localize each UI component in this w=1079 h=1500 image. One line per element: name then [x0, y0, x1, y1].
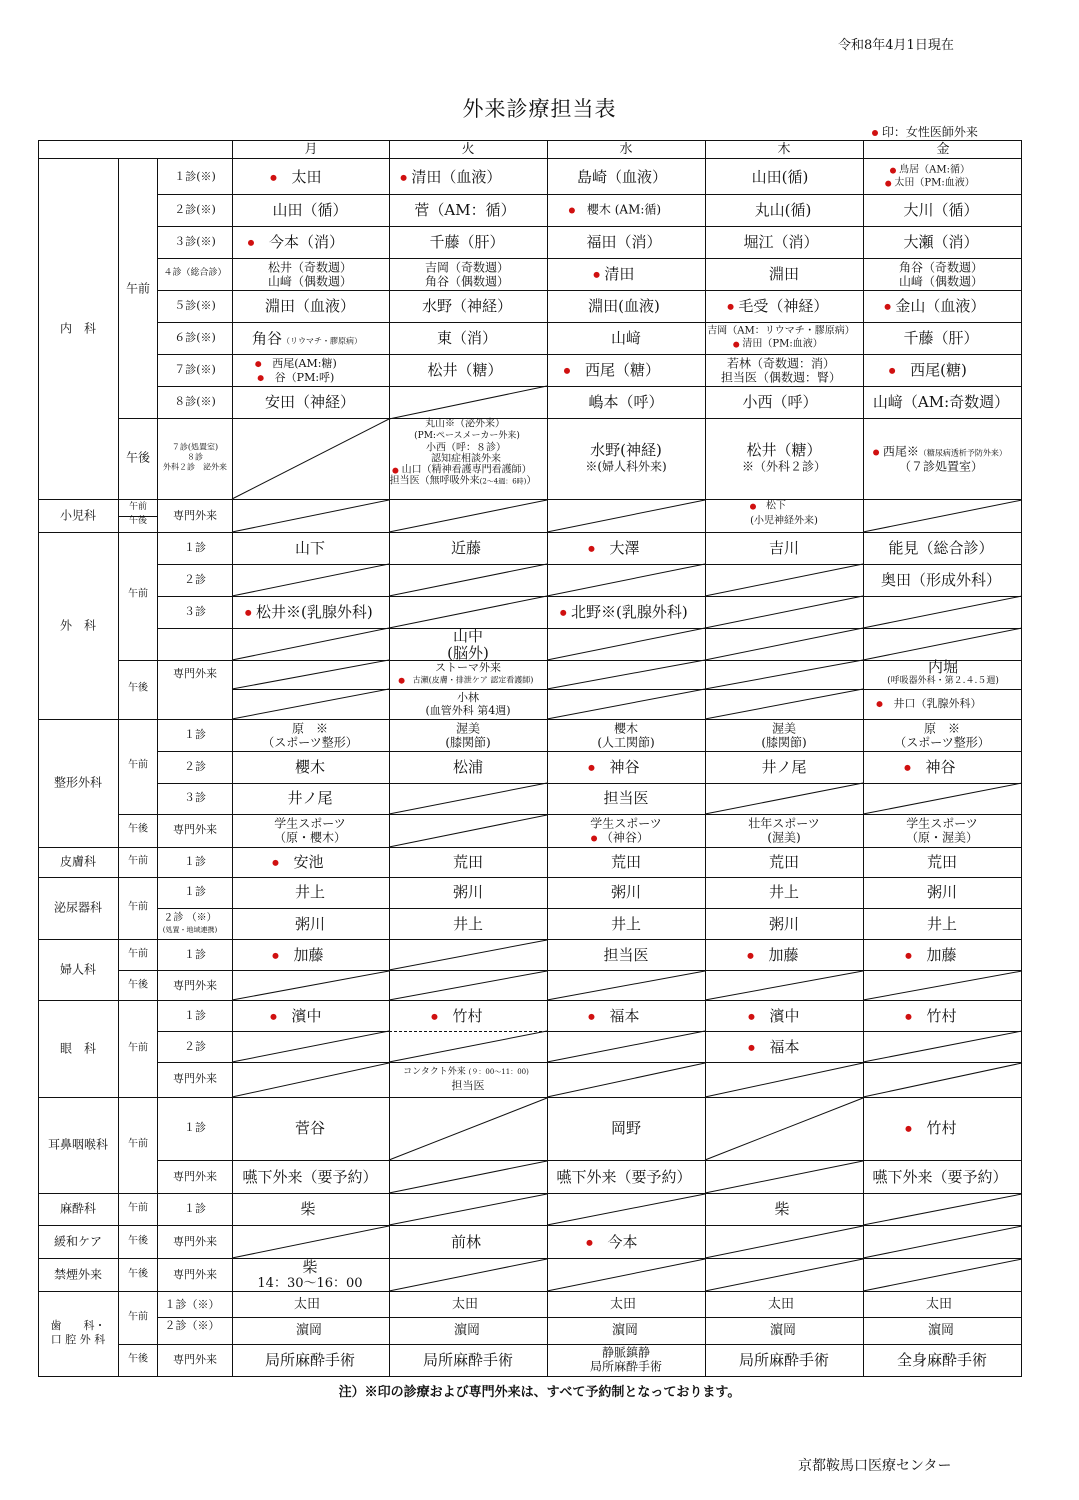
cell-doctor: ※(婦人科外来) [585, 459, 667, 474]
period-am: 午前 [128, 1138, 148, 1150]
cell-doctor: 荒田 [452, 852, 484, 871]
slot-label: ５診(※) [174, 299, 216, 313]
slot-label: １診 [184, 885, 206, 899]
cell-doctor: 山田（循） [272, 200, 348, 219]
cell-doctor: 北野※(乳腺外科) [560, 604, 688, 620]
female-doctor-dot-icon [905, 1126, 911, 1132]
cell-doctor: 近藤 [450, 538, 482, 557]
footnote: 注）※印の診療および専門外来は、すべて予約制となっております。 [338, 1385, 741, 1400]
cell-doctor: 井上 [452, 914, 484, 933]
female-doctor-dot-icon [588, 1014, 594, 1020]
slot-label: ３診 [184, 791, 206, 805]
cell-doctor: 濵岡 [927, 1322, 955, 1338]
cell-doctor: 安池 [272, 854, 323, 870]
period-pm: 午後 [128, 823, 148, 835]
cell-doctor: 柴 [300, 1199, 316, 1218]
dept-seikei: 整形外科 [53, 775, 103, 790]
cell-doctor: 神谷 [904, 759, 955, 775]
cell-doctor: 加藤 [747, 947, 798, 963]
period-pm: 午後 [128, 979, 148, 991]
cell-doctor: 井ノ尾 [287, 788, 333, 807]
cell-doctor: 濵岡 [611, 1322, 639, 1338]
cell-doctor: 水野(神経) [590, 440, 662, 459]
day-tue: 火 [461, 141, 475, 157]
period-am: 午前 [128, 1311, 148, 1323]
period-pm: 午後 [128, 516, 148, 527]
slot-label: 専門外来 [173, 667, 217, 681]
cell-doctor: 谷（PM:呼) [258, 372, 335, 384]
slot-label: 専門外来 [173, 823, 217, 837]
cell-doctor: 水野（神経） [421, 296, 513, 315]
period-am: 午前 [125, 281, 151, 296]
cell-doctor: 渥美 [771, 721, 797, 736]
cell-doctor: 嚥下外来（要予約） [872, 1167, 1008, 1186]
female-doctor-dot-icon [747, 953, 753, 959]
cell-doctor: 局所麻酔手術 [422, 1350, 514, 1369]
female-doctor-dot-icon [392, 467, 398, 473]
cell-doctor: 吉川 [768, 538, 800, 557]
female-doctor-dot-icon [399, 678, 405, 684]
cell-doctor: 福田（消） [586, 232, 662, 251]
cell-doctor: 松浦 [452, 757, 484, 776]
cell-doctor: 井ノ尾 [761, 757, 807, 776]
cell-doctor: 太田 [925, 1296, 953, 1312]
female-doctor-dot-icon [270, 1014, 276, 1020]
cell-doctor: 山﨑（偶数週） [267, 274, 353, 289]
cell-doctor: 14：30〜16：00 [257, 1275, 363, 1291]
female-doctor-dot-icon [890, 167, 896, 173]
period-pm: 午後 [128, 1235, 148, 1247]
cell-doctor: 小西（呼） [742, 392, 818, 411]
cell-doctor: 角谷（偶数週） [424, 274, 510, 289]
slot-label: ２診(※) [174, 203, 216, 217]
slot-label: 専門外来 [173, 1235, 217, 1249]
cell-doctor: 嚥下外来（要予約） [556, 1167, 692, 1186]
cell-doctor: 今本（消） [248, 234, 344, 250]
dept-geka: 外 科 [59, 618, 97, 633]
dept-shika-1: 歯 科・ [50, 1319, 106, 1333]
cell-doctor: 壮年スポーツ [748, 816, 820, 831]
slot-label: １診（※） [164, 1298, 220, 1312]
period-pm: 午後 [128, 1353, 148, 1365]
cell-doctor: 松井（奇数週） [267, 260, 353, 275]
cell-doctor: 山﨑（AM:奇数週） [872, 392, 1010, 411]
period-am: 午前 [128, 1042, 148, 1054]
cell-doctor: コンタクト外来 (９：00〜11：00) [403, 1067, 529, 1078]
cell-doctor: 前林 [450, 1232, 482, 1251]
slot-label: １診 [184, 855, 206, 869]
female-doctor-dot-icon [569, 207, 575, 213]
period-pm: 午後 [128, 682, 148, 694]
cell-doctor: 角谷（奇数週） [898, 260, 984, 275]
cell-doctor: 担当医 [603, 945, 649, 964]
day-mon: 月 [304, 141, 318, 157]
cell-doctor: 濵岡 [453, 1322, 481, 1338]
cell-doctor: 井上 [926, 914, 958, 933]
cell-doctor: 西尾(AM:糖) [255, 358, 337, 370]
cell-doctor: 福本 [588, 1008, 639, 1024]
day-wed: 水 [619, 141, 633, 157]
cell-doctor: 福本 [748, 1039, 799, 1055]
cell-doctor: 濱中 [270, 1008, 321, 1024]
female-doctor-dot-icon [748, 1014, 754, 1020]
cell-doctor: 菅谷 [294, 1118, 326, 1137]
cell-doctor: 岡野 [610, 1118, 642, 1137]
cell-doctor: 小西（呼：８診） [426, 442, 506, 454]
cell-doctor: 千藤（肝） [429, 232, 505, 251]
slot-label: 専門外来 [173, 1170, 217, 1184]
cell-doctor: 井口（乳腺外科） [877, 698, 982, 710]
cell-doctor: (膝関節) [761, 735, 807, 750]
cell-doctor: 西尾（糖） [564, 362, 660, 378]
cell-doctor: 若林（奇数週：消） [726, 356, 836, 371]
dept-kinen: 禁煙外来 [53, 1267, 103, 1282]
cell-doctor: （７診処置室） [898, 459, 984, 474]
slot-label: ７診(処置室) [171, 442, 219, 452]
cell-doctor: 松井（糖） [427, 360, 503, 379]
female-doctor-dot-icon [733, 341, 739, 347]
cell-doctor: 認知症相談外来 [431, 453, 501, 465]
female-doctor-dot-icon [873, 449, 879, 455]
cell-doctor: 松井※(乳腺外科) [245, 604, 373, 620]
cell-doctor: 櫻木 [613, 721, 639, 736]
female-doctor-dot-icon [588, 546, 594, 552]
cell-doctor: 堀江（消） [743, 232, 819, 251]
cell-doctor: 淵田 [768, 264, 800, 283]
cell-doctor: （スポーツ整形） [894, 735, 990, 750]
period-am: 午前 [128, 901, 148, 913]
dept-jibi: 耳鼻咽喉科 [47, 1137, 109, 1152]
period-am: 午前 [128, 588, 148, 600]
cell-doctor: 粥川 [452, 882, 484, 901]
cell-doctor: ※（外科２診） [741, 459, 827, 474]
cell-doctor: 山﨑（偶数週） [898, 274, 984, 289]
cell-doctor: 丸山※（泌外来） [425, 418, 505, 430]
cell-doctor: 櫻木 [294, 757, 326, 776]
period-am: 午前 [128, 759, 148, 771]
cell-doctor: 毛受（神経） [728, 298, 829, 314]
female-doctor-dot-icon [728, 304, 734, 310]
cell-doctor: 太田 [451, 1296, 479, 1312]
female-doctor-dot-icon [560, 610, 566, 616]
cell-doctor: 嚥下外来（要予約） [242, 1167, 378, 1186]
cell-doctor: 担当医（偶数週：腎） [720, 370, 842, 385]
female-doctor-dot-icon [594, 272, 600, 278]
cell-doctor: 原 ※ [923, 721, 961, 736]
female-doctor-dot-icon [431, 1014, 437, 1020]
cell-doctor: 奥田（形成外科） [880, 570, 1002, 589]
cell-doctor: ストーマ外来 [435, 661, 501, 675]
cell-doctor: 今本 [586, 1234, 637, 1250]
cell-doctor: 担当医 [451, 1079, 485, 1093]
issue-date: 令和8年4月1日現在 [838, 38, 954, 53]
female-doctor-dot-icon [885, 180, 891, 186]
cell-doctor: 山中 [452, 626, 484, 645]
cell-doctor: (人工関節) [597, 735, 655, 750]
cell-doctor: 柴 [302, 1257, 318, 1276]
female-doctor-dot-icon [889, 368, 895, 374]
dept-naika: 内 科 [59, 321, 97, 336]
cell-doctor: 加藤 [272, 947, 323, 963]
female-doctor-dot-icon [272, 953, 278, 959]
cell-doctor: 濵岡 [295, 1322, 323, 1338]
female-doctor-dot-icon [564, 368, 570, 374]
cell-doctor: 濱中 [748, 1008, 799, 1024]
cell-doctor: 角谷（リウマチ・膠原病） [251, 329, 363, 348]
cell-doctor: 山﨑 [610, 328, 642, 347]
cell-doctor: (膝関節) [445, 735, 491, 750]
cell-doctor: 西尾※（糖尿病透析予防外来） [873, 446, 1007, 459]
cell-doctor: 粥川 [926, 882, 958, 901]
cell-doctor: 内堀 [927, 657, 959, 676]
cell-doctor: 太田（PM:血液） [885, 179, 975, 190]
female-doctor-dot-icon [272, 860, 278, 866]
slot-label: ３診(※) [174, 235, 216, 249]
period-pm: 午後 [125, 450, 151, 465]
cell-doctor: 清田 [594, 266, 635, 282]
female-doctor-dot-icon [877, 701, 883, 707]
slot-label: ８診(※) [174, 395, 216, 409]
cell-doctor: 千藤（肝） [903, 328, 979, 347]
cell-doctor: 吉岡（奇数週） [424, 260, 510, 275]
cell-doctor: 竹村 [905, 1008, 956, 1024]
cell-doctor: (脳外) [447, 643, 489, 662]
female-doctor-dot-icon [591, 835, 597, 841]
slot-label: １診 [184, 541, 206, 555]
slot-label: １診 [184, 1009, 206, 1023]
dept-hinyo: 泌尿器科 [53, 900, 103, 915]
cell-doctor: 大瀬（消） [903, 232, 979, 251]
cell-doctor: 鳥居（AM:循） [890, 166, 970, 177]
cell-doctor: 学生スポーツ [906, 816, 978, 831]
cell-doctor: （原・櫻木） [273, 830, 347, 845]
day-fri: 金 [936, 141, 950, 157]
dept-masui: 麻酔科 [59, 1201, 97, 1216]
cell-doctor: 井上 [610, 914, 642, 933]
cell-doctor: 島崎（血液） [576, 167, 668, 186]
female-doctor-dot-icon [748, 1045, 754, 1051]
cell-doctor: 渥美 [455, 721, 481, 736]
cell-doctor: 粥川 [610, 882, 642, 901]
cell-doctor: 竹村 [431, 1008, 482, 1024]
dept-hifu: 皮膚科 [59, 854, 97, 869]
legend-text: 印：女性医師外来 [881, 125, 978, 139]
cell-doctor: (小児神経外来) [750, 515, 818, 527]
cell-doctor: 櫻木 (AM:循) [569, 204, 661, 217]
cell-doctor: 安田（神経） [264, 392, 356, 411]
female-doctor-dot-icon [750, 503, 756, 509]
cell-doctor: 古瀬(皮膚・排泄ケア 認定看護師) [399, 677, 534, 686]
period-pm: 午後 [128, 1268, 148, 1280]
page-title: 外来診療担当表 [462, 97, 617, 121]
cell-doctor: 神谷 [588, 759, 639, 775]
cell-doctor: 松井（糖） [746, 440, 822, 459]
period-am: 午前 [128, 948, 148, 960]
slot-label: ８診 [187, 452, 203, 462]
female-doctor-dot-icon [255, 361, 261, 367]
cell-doctor: 局所麻酔手術 [738, 1350, 830, 1369]
slot-label: ２診 [184, 1040, 206, 1054]
cell-doctor: 能見（総合診） [888, 538, 994, 557]
dept-shonika: 小児科 [59, 508, 97, 523]
cell-doctor: 柴 [774, 1199, 790, 1218]
dept-shika-2: 口 腔 外 科 [50, 1333, 106, 1347]
cell-doctor: 局所麻酔手術 [264, 1350, 356, 1369]
cell-doctor: 山下 [294, 538, 326, 557]
period-am: 午前 [128, 502, 148, 513]
cell-doctor: 嶋本（呼） [588, 392, 664, 411]
female-doctor-dot-icon [258, 375, 264, 381]
cell-doctor: 井上 [768, 882, 800, 901]
cell-doctor: 濵岡 [769, 1322, 797, 1338]
cell-doctor: 太田 [293, 1296, 321, 1312]
cell-doctor: (渥美) [767, 830, 801, 845]
dept-kanwa: 緩和ケア [53, 1234, 103, 1249]
organization-name: 京都鞍馬口医療センター [798, 1458, 952, 1474]
cell-doctor: 山田(循) [751, 167, 809, 186]
cell-doctor: 東（消） [436, 328, 498, 347]
slot-label: ７診(※) [174, 363, 216, 377]
slot-label: １診 [184, 1121, 206, 1135]
cell-doctor: 荒田 [610, 852, 642, 871]
cell-doctor: （神谷） [591, 832, 649, 845]
female-doctor-dot-icon [905, 1014, 911, 1020]
day-thu: 木 [777, 141, 791, 157]
cell-doctor: 全身麻酔手術 [896, 1350, 988, 1369]
cell-doctor: 山口（精神看護専門看護師） [392, 466, 531, 477]
cell-doctor: 荒田 [926, 852, 958, 871]
cell-doctor: 小林 [457, 691, 479, 705]
slot-label: ６診(※) [174, 331, 216, 345]
cell-doctor: 井上 [294, 882, 326, 901]
slot-label: １診 [184, 1202, 206, 1216]
slot-label: １診 [184, 728, 206, 742]
cell-doctor: 学生スポーツ [274, 816, 346, 831]
cell-doctor: 局所麻酔手術 [589, 1359, 663, 1374]
cell-doctor: 金山（血液） [885, 298, 986, 314]
slot-label: １診(※) [174, 170, 216, 184]
cell-doctor: 西尾(糖) [889, 362, 967, 378]
cell-doctor: 静脈鎮静 [601, 1345, 651, 1360]
cell-doctor: 太田 [270, 169, 321, 185]
cell-doctor: 粥川 [294, 914, 326, 933]
female-doctor-dot-icon [586, 1240, 592, 1246]
dept-fujin: 婦人科 [59, 962, 97, 977]
female-doctor-dot-icon [401, 175, 407, 181]
dept-ganka: 眼 科 [59, 1041, 97, 1056]
cell-doctor: 担当医 [603, 788, 649, 807]
slot-label: ３診 [184, 605, 206, 619]
slot-label: ２診 [184, 573, 206, 587]
cell-doctor: 太田 [767, 1296, 795, 1312]
cell-doctor: 学生スポーツ [590, 816, 662, 831]
cell-doctor: 荒田 [768, 852, 800, 871]
cell-doctor: 大澤 [588, 540, 639, 556]
cell-doctor: 粥川 [768, 914, 800, 933]
cell-doctor: (血管外科 第4週) [425, 704, 511, 718]
cell-doctor: 竹村 [905, 1120, 956, 1136]
cell-doctor: 加藤 [905, 947, 956, 963]
cell-doctor: 原 ※ [291, 721, 329, 736]
cell-doctor: 清田（血液） [401, 169, 502, 185]
slot-label: 専門外来 [173, 1268, 217, 1282]
cell-doctor: 丸山(循) [754, 200, 812, 219]
cell-doctor: 菅（AM：循） [414, 200, 516, 219]
slot-label: 専門外来 [173, 509, 217, 523]
cell-doctor: (呼吸器外科・第２.４.５週) [887, 676, 999, 687]
slot-label: 専門外来 [173, 1353, 217, 1367]
female-doctor-dot-icon [248, 240, 254, 246]
female-doctor-dot-icon [904, 765, 910, 771]
slot-label: 外科２診 泌外来 [163, 462, 227, 472]
slot-label: 専門外来 [173, 979, 217, 993]
cell-doctor: 松下 [750, 502, 786, 513]
slot-label: １診 [184, 948, 206, 962]
cell-doctor: 淵田（血液） [264, 296, 356, 315]
cell-doctor: 清田（PM:血液） [733, 340, 823, 351]
cell-doctor: 太田 [609, 1296, 637, 1312]
cell-doctor: 担当医（無呼吸外来(2〜4週：6時)） [389, 475, 537, 487]
female-doctor-dot-icon [245, 610, 251, 616]
slot-label: ２診（※） [164, 1319, 220, 1333]
cell-doctor: （原・渥美） [905, 830, 979, 845]
cell-doctor: (PM:ペースメーカー外来) [414, 431, 520, 442]
period-am: 午前 [128, 1202, 148, 1214]
female-doctor-dot-icon [885, 304, 891, 310]
slot-label: 専門外来 [173, 1072, 217, 1086]
cell-doctor: 淵田(血液) [588, 296, 660, 315]
cell-doctor: 吉岡（AM：リウマチ・膠原病） [707, 325, 855, 337]
slot-label: (処置・地域連携) [162, 926, 218, 935]
slot-label: ４診（総合診） [163, 268, 227, 279]
female-doctor-dot-icon [588, 765, 594, 771]
female-doctor-dot-icon [270, 175, 276, 181]
cell-doctor: （スポーツ整形） [262, 735, 358, 750]
period-am: 午前 [128, 855, 148, 867]
female-doctor-dot-icon [905, 953, 911, 959]
cell-doctor: 大川（循） [903, 200, 979, 219]
slot-label: ２診 （※） [163, 912, 217, 924]
slot-label: ２診 [184, 760, 206, 774]
